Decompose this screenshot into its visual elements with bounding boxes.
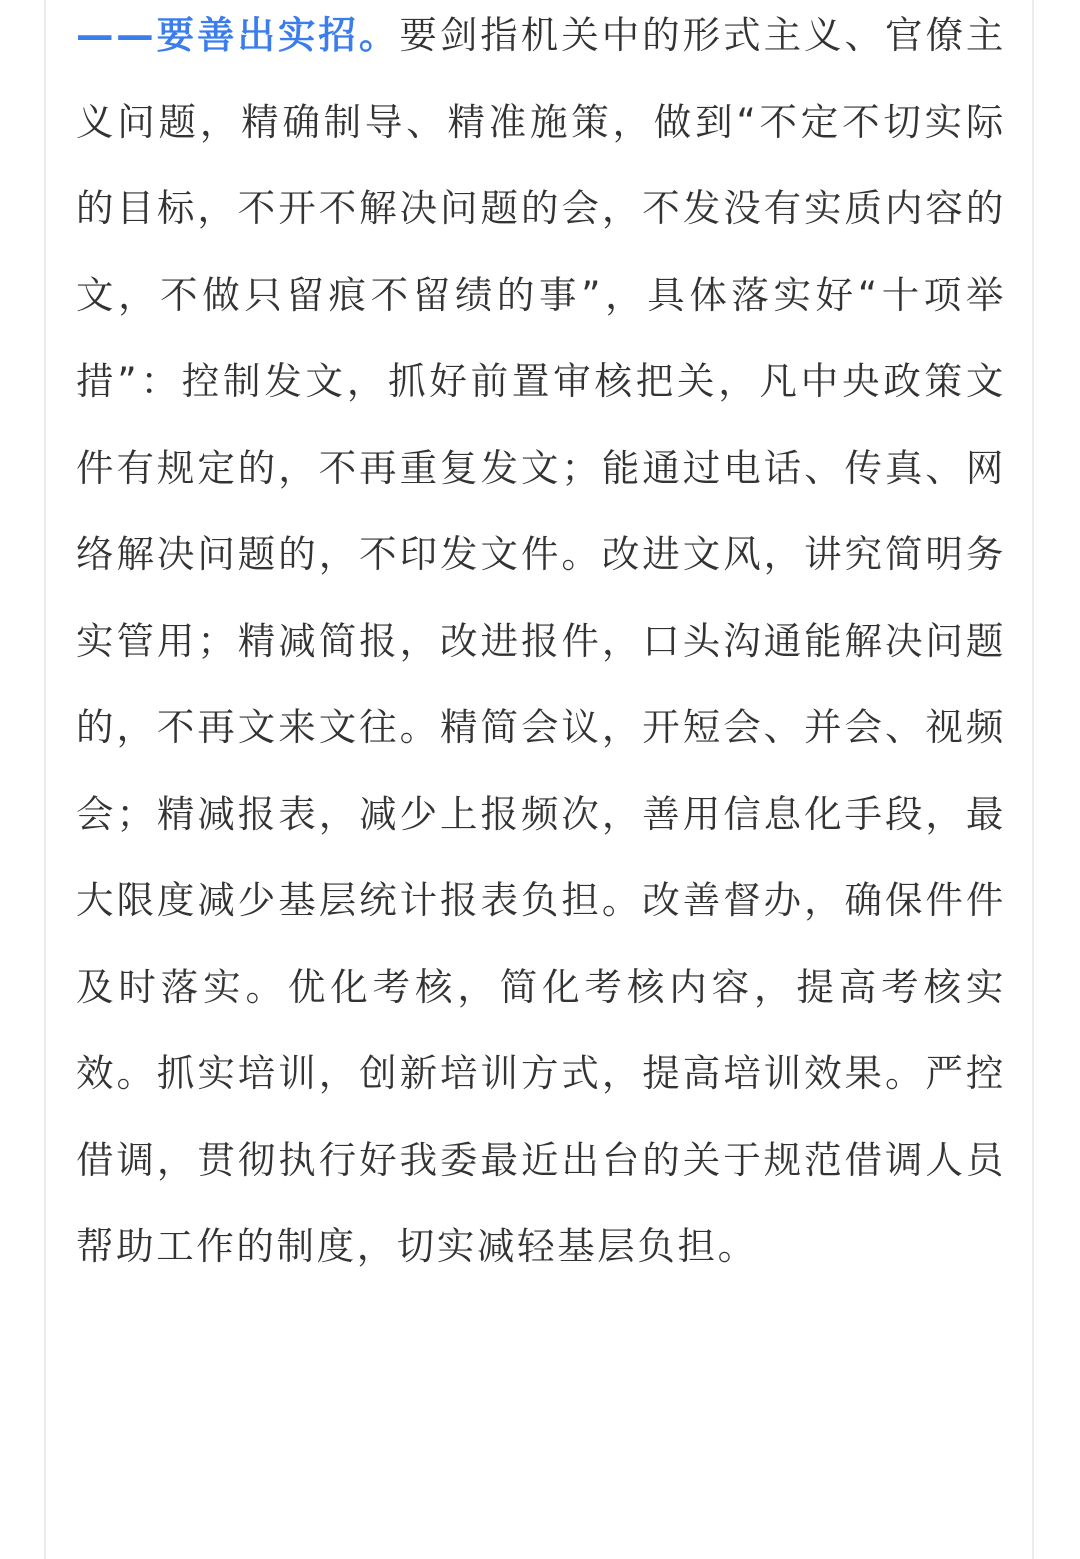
article-paragraph bbox=[76, 0, 1006, 1290]
article-card bbox=[44, 0, 1034, 1559]
lead-heading: ——要善出实招。 bbox=[76, 13, 400, 57]
paragraph-body-text: 要剑指机关中的形式主义、官僚主义问题，精确制导、精准施策，做到“不定不切实际的目标，不开不解决问题的会，不发没有实质内容的文，不做只留痕不留绩的事”，具体落实好“十项举措”：控制发文，抓好前置审核把关，凡中央政策文件有规定的，不再重复发文；能通过电话、传真、网络解决问题的，不印发文件。改进文风，讲究简明务实管用；精减简报，改进报件，口头沟通能解决问题的，不再文来文往。精简会议，开短会、并会、视频会；精减报表，减少上报频次，善用信息化手段，最大限度减少基层统计报表负担。改善督办，确保件件及时落实。优化考核，简化考核内容，提高考核实效。抓实培训，创新培训方式，提高培训效果。严控借调，贯彻执行好我委最近出台的关于规范借调人员帮助工作的制度，切实减轻基层负担。 bbox=[76, 13, 1006, 1268]
